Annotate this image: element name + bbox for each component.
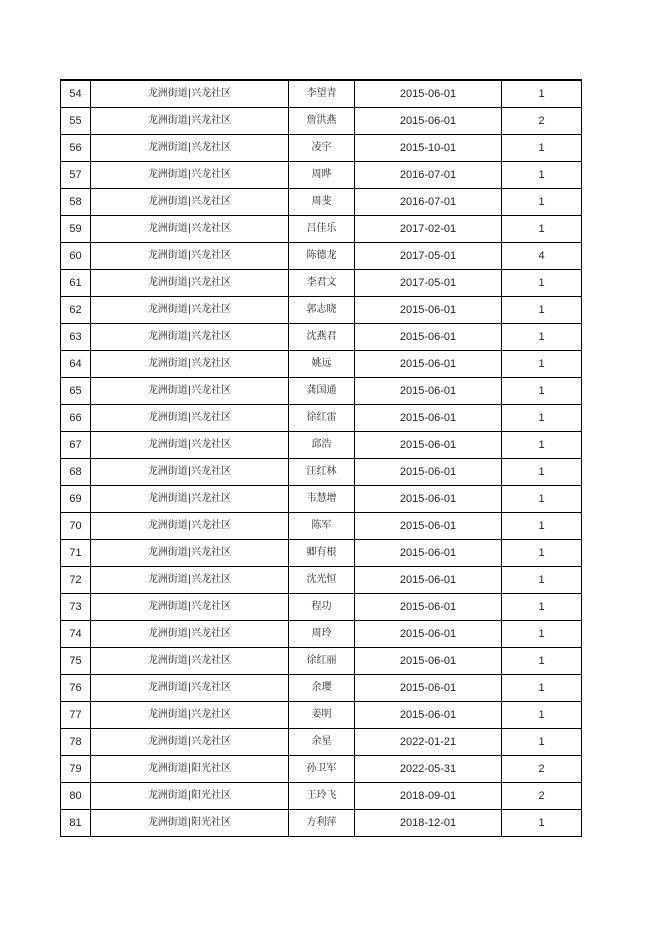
- date-cell: 2015-06-01: [355, 486, 502, 513]
- table-row: [61, 378, 582, 405]
- table-row: [61, 756, 582, 783]
- community-cell: 龙洲街道|兴龙社区: [91, 621, 289, 648]
- row-number-cell: 56: [61, 135, 91, 162]
- community-cell: 龙洲街道|兴龙社区: [91, 513, 289, 540]
- name-cell: 沈燕君: [289, 324, 355, 351]
- row-number-cell: 71: [61, 540, 91, 567]
- row-number-cell: 74: [61, 621, 91, 648]
- table-row: [61, 459, 582, 486]
- row-number-cell: 81: [61, 810, 91, 837]
- name-cell: 吕佳乐: [289, 216, 355, 243]
- table-row: [61, 513, 582, 540]
- date-cell: 2015-06-01: [355, 459, 502, 486]
- row-number-cell: 59: [61, 216, 91, 243]
- name-cell: 卿有根: [289, 540, 355, 567]
- row-number-cell: 61: [61, 270, 91, 297]
- name-cell: 王玲飞: [289, 783, 355, 810]
- table-row: [61, 810, 582, 837]
- table-row: [61, 162, 582, 189]
- community-cell: 龙洲街道|兴龙社区: [91, 270, 289, 297]
- table-row: [61, 567, 582, 594]
- records-table: [60, 79, 582, 837]
- table-row: [61, 80, 582, 108]
- table-row: [61, 594, 582, 621]
- count-cell: 2: [502, 756, 582, 783]
- table-row: [61, 432, 582, 459]
- date-cell: 2015-06-01: [355, 108, 502, 135]
- date-cell: 2015-06-01: [355, 702, 502, 729]
- name-cell: 龚国通: [289, 378, 355, 405]
- row-number-cell: 65: [61, 378, 91, 405]
- name-cell: 詹洪燕: [289, 108, 355, 135]
- row-number-cell: 73: [61, 594, 91, 621]
- table-row: [61, 324, 582, 351]
- community-cell: 龙洲街道|兴龙社区: [91, 324, 289, 351]
- count-cell: 1: [502, 135, 582, 162]
- count-cell: 1: [502, 594, 582, 621]
- community-cell: 龙洲街道|兴龙社区: [91, 729, 289, 756]
- name-cell: 徐红丽: [289, 648, 355, 675]
- name-cell: 沈光恒: [289, 567, 355, 594]
- date-cell: 2015-06-01: [355, 405, 502, 432]
- row-number-cell: 75: [61, 648, 91, 675]
- name-cell: 孙卫军: [289, 756, 355, 783]
- row-number-cell: 78: [61, 729, 91, 756]
- count-cell: 1: [502, 351, 582, 378]
- table-row: [61, 108, 582, 135]
- community-cell: 龙洲街道|兴龙社区: [91, 108, 289, 135]
- row-number-cell: 79: [61, 756, 91, 783]
- name-cell: 凌宇: [289, 135, 355, 162]
- table-row: [61, 216, 582, 243]
- row-number-cell: 58: [61, 189, 91, 216]
- name-cell: 徐红雷: [289, 405, 355, 432]
- date-cell: 2018-09-01: [355, 783, 502, 810]
- date-cell: 2017-05-01: [355, 243, 502, 270]
- name-cell: 余璎: [289, 675, 355, 702]
- date-cell: 2015-06-01: [355, 540, 502, 567]
- count-cell: 1: [502, 702, 582, 729]
- row-number-cell: 77: [61, 702, 91, 729]
- date-cell: 2015-06-01: [355, 594, 502, 621]
- table-row: [61, 621, 582, 648]
- count-cell: 1: [502, 648, 582, 675]
- count-cell: 1: [502, 621, 582, 648]
- community-cell: 龙洲街道|阳光社区: [91, 810, 289, 837]
- count-cell: 1: [502, 540, 582, 567]
- row-number-cell: 69: [61, 486, 91, 513]
- date-cell: 2015-10-01: [355, 135, 502, 162]
- table-row: [61, 297, 582, 324]
- row-number-cell: 72: [61, 567, 91, 594]
- row-number-cell: 55: [61, 108, 91, 135]
- table-row: [61, 648, 582, 675]
- date-cell: 2015-06-01: [355, 513, 502, 540]
- row-number-cell: 70: [61, 513, 91, 540]
- community-cell: 龙洲街道|兴龙社区: [91, 162, 289, 189]
- table-row: [61, 189, 582, 216]
- records-table-body: [61, 80, 582, 837]
- community-cell: 龙洲街道|兴龙社区: [91, 189, 289, 216]
- table-row: [61, 540, 582, 567]
- date-cell: 2017-05-01: [355, 270, 502, 297]
- name-cell: 周玲: [289, 621, 355, 648]
- community-cell: 龙洲街道|兴龙社区: [91, 135, 289, 162]
- count-cell: 2: [502, 108, 582, 135]
- community-cell: 龙洲街道|兴龙社区: [91, 216, 289, 243]
- row-number-cell: 64: [61, 351, 91, 378]
- row-number-cell: 57: [61, 162, 91, 189]
- table-row: [61, 486, 582, 513]
- date-cell: 2015-06-01: [355, 675, 502, 702]
- date-cell: 2022-01-21: [355, 729, 502, 756]
- name-cell: 姜明: [289, 702, 355, 729]
- count-cell: 1: [502, 486, 582, 513]
- community-cell: 龙洲街道|兴龙社区: [91, 378, 289, 405]
- date-cell: 2015-06-01: [355, 648, 502, 675]
- table-row: [61, 135, 582, 162]
- count-cell: 1: [502, 189, 582, 216]
- community-cell: 龙洲街道|兴龙社区: [91, 297, 289, 324]
- count-cell: 1: [502, 675, 582, 702]
- table-row: [61, 729, 582, 756]
- table-row: [61, 243, 582, 270]
- count-cell: 1: [502, 80, 582, 108]
- community-cell: 龙洲街道|阳光社区: [91, 756, 289, 783]
- date-cell: 2015-06-01: [355, 378, 502, 405]
- name-cell: 程功: [289, 594, 355, 621]
- row-number-cell: 60: [61, 243, 91, 270]
- row-number-cell: 80: [61, 783, 91, 810]
- count-cell: 1: [502, 378, 582, 405]
- date-cell: 2015-06-01: [355, 621, 502, 648]
- date-cell: 2015-06-01: [355, 324, 502, 351]
- date-cell: 2017-02-01: [355, 216, 502, 243]
- table-row: [61, 270, 582, 297]
- date-cell: 2018-12-01: [355, 810, 502, 837]
- date-cell: 2015-06-01: [355, 297, 502, 324]
- community-cell: 龙洲街道|兴龙社区: [91, 405, 289, 432]
- count-cell: 1: [502, 729, 582, 756]
- row-number-cell: 68: [61, 459, 91, 486]
- community-cell: 龙洲街道|兴龙社区: [91, 675, 289, 702]
- count-cell: 1: [502, 405, 582, 432]
- count-cell: 1: [502, 810, 582, 837]
- row-number-cell: 62: [61, 297, 91, 324]
- row-number-cell: 76: [61, 675, 91, 702]
- count-cell: 1: [502, 432, 582, 459]
- community-cell: 龙洲街道|兴龙社区: [91, 702, 289, 729]
- community-cell: 龙洲街道|兴龙社区: [91, 432, 289, 459]
- count-cell: 1: [502, 324, 582, 351]
- count-cell: 1: [502, 270, 582, 297]
- name-cell: 余星: [289, 729, 355, 756]
- date-cell: 2015-06-01: [355, 432, 502, 459]
- date-cell: 2015-06-01: [355, 567, 502, 594]
- community-cell: 龙洲街道|兴龙社区: [91, 459, 289, 486]
- name-cell: 周晔: [289, 162, 355, 189]
- name-cell: 郭志晓: [289, 297, 355, 324]
- table-row: [61, 783, 582, 810]
- name-cell: 姚远: [289, 351, 355, 378]
- community-cell: 龙洲街道|兴龙社区: [91, 540, 289, 567]
- count-cell: 1: [502, 459, 582, 486]
- community-cell: 龙洲街道|兴龙社区: [91, 567, 289, 594]
- count-cell: 4: [502, 243, 582, 270]
- count-cell: 1: [502, 513, 582, 540]
- community-cell: 龙洲街道|兴龙社区: [91, 594, 289, 621]
- community-cell: 龙洲街道|兴龙社区: [91, 351, 289, 378]
- table-row: [61, 405, 582, 432]
- table-row: [61, 675, 582, 702]
- community-cell: 龙洲街道|兴龙社区: [91, 486, 289, 513]
- date-cell: 2016-07-01: [355, 162, 502, 189]
- name-cell: 汪红林: [289, 459, 355, 486]
- name-cell: 李君文: [289, 270, 355, 297]
- name-cell: 陈德龙: [289, 243, 355, 270]
- date-cell: 2015-06-01: [355, 351, 502, 378]
- row-number-cell: 63: [61, 324, 91, 351]
- name-cell: 李望青: [289, 80, 355, 108]
- row-number-cell: 54: [61, 80, 91, 108]
- name-cell: 方利萍: [289, 810, 355, 837]
- name-cell: 周斐: [289, 189, 355, 216]
- row-number-cell: 66: [61, 405, 91, 432]
- count-cell: 1: [502, 216, 582, 243]
- name-cell: 韦慧增: [289, 486, 355, 513]
- date-cell: 2016-07-01: [355, 189, 502, 216]
- count-cell: 1: [502, 567, 582, 594]
- table-row: [61, 351, 582, 378]
- row-number-cell: 67: [61, 432, 91, 459]
- date-cell: 2022-05-31: [355, 756, 502, 783]
- name-cell: 邱浩: [289, 432, 355, 459]
- date-cell: 2015-06-01: [355, 80, 502, 108]
- community-cell: 龙洲街道|兴龙社区: [91, 243, 289, 270]
- count-cell: 1: [502, 162, 582, 189]
- community-cell: 龙洲街道|兴龙社区: [91, 80, 289, 108]
- name-cell: 陈军: [289, 513, 355, 540]
- table-row: [61, 702, 582, 729]
- count-cell: 2: [502, 783, 582, 810]
- community-cell: 龙洲街道|兴龙社区: [91, 648, 289, 675]
- community-cell: 龙洲街道|阳光社区: [91, 783, 289, 810]
- count-cell: 1: [502, 297, 582, 324]
